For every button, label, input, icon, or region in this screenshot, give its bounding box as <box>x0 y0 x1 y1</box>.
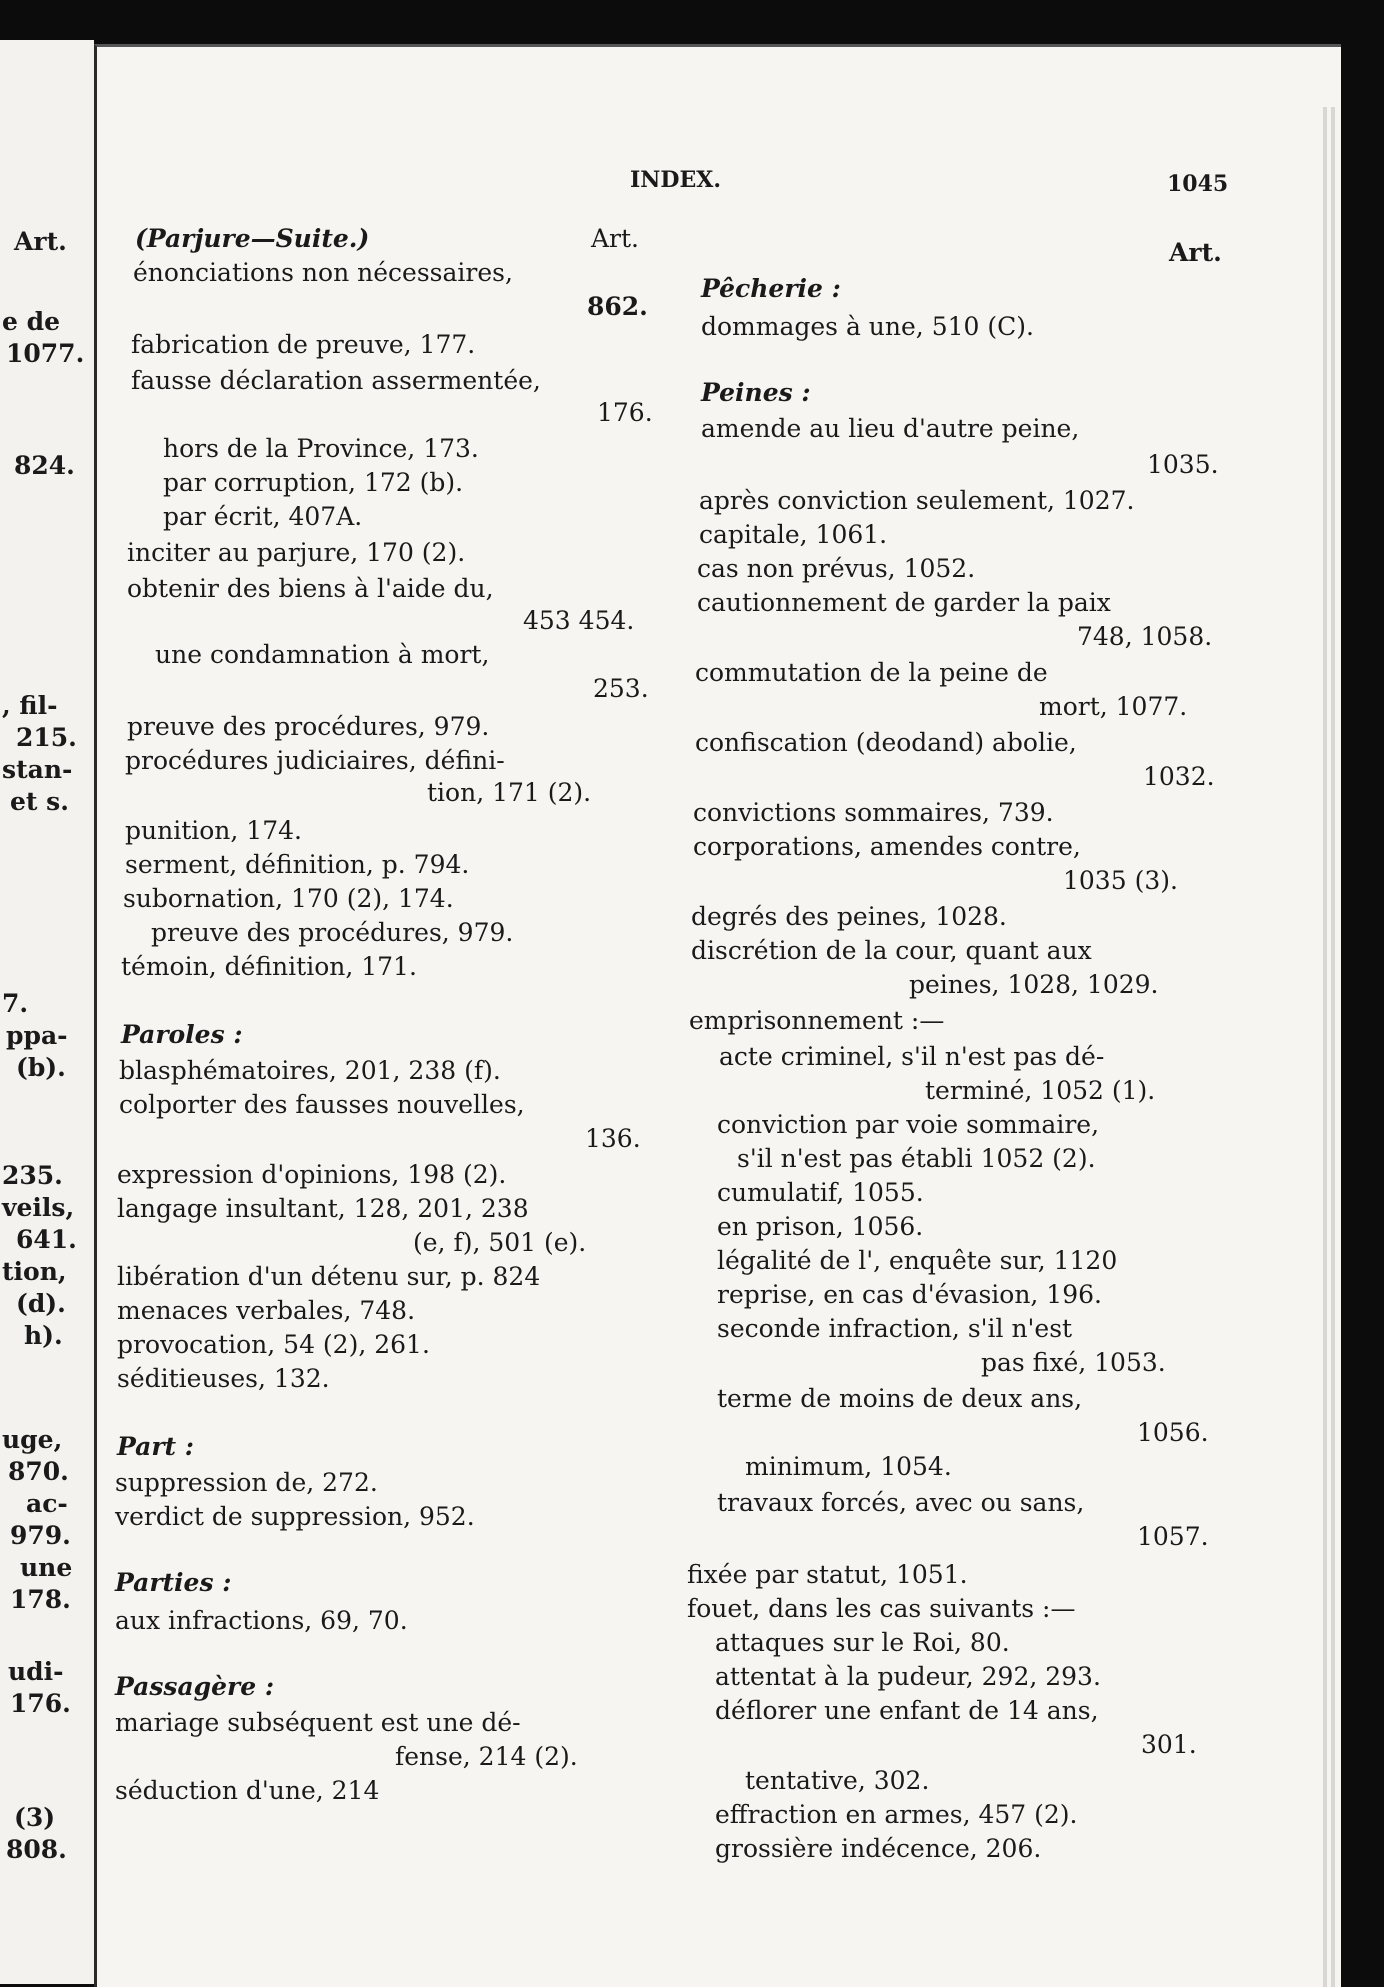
index-entry: verdict de suppression, 952. <box>115 1502 475 1531</box>
index-subentry: s'il n'est pas établi 1052 (2). <box>737 1144 1096 1173</box>
prev-text: (d). <box>16 1289 66 1318</box>
index-entry: fixée par statut, 1051. <box>687 1560 968 1589</box>
prev-text: veils, <box>2 1193 75 1222</box>
index-entry: confiscation (deodand) abolie, <box>695 728 1077 757</box>
index-entry: mort, 1077. <box>1039 692 1188 721</box>
prev-text: une <box>20 1553 73 1582</box>
index-entry: provocation, 54 (2), 261. <box>117 1330 430 1359</box>
index-entry: capitale, 1061. <box>699 520 888 549</box>
prev-text: stan- <box>2 755 73 784</box>
section-heading: Part : <box>117 1432 194 1461</box>
index-subentry: 253. <box>593 674 649 703</box>
prev-text: ac- <box>26 1489 68 1518</box>
index-entry: punition, 174. <box>125 816 302 845</box>
index-subentry: attaques sur le Roi, 80. <box>715 1628 1010 1657</box>
index-subentry: par écrit, 407A. <box>163 502 363 531</box>
prev-text: 870. <box>8 1457 69 1486</box>
index-entry: mariage subséquent est une dé- <box>115 1708 521 1737</box>
prev-text: 235. <box>2 1161 63 1190</box>
index-entry: procédures judiciaires, défini- <box>125 746 505 775</box>
index-subentry: légalité de l', enquête sur, 1120 <box>717 1246 1118 1275</box>
section-heading: Passagère : <box>115 1672 275 1701</box>
index-subentry: 1057. <box>1137 1522 1209 1551</box>
index-entry: emprisonnement :— <box>689 1006 945 1035</box>
index-entry: subornation, 170 (2), 174. <box>123 884 454 913</box>
index-subentry: terminé, 1052 (1). <box>925 1076 1156 1105</box>
index-entry: amende au lieu d'autre peine, <box>701 414 1080 443</box>
index-subentry: reprise, en cas d'évasion, 196. <box>717 1280 1102 1309</box>
index-entry: (e, f), 501 (e). <box>413 1228 587 1257</box>
section-heading: Peines : <box>701 378 811 407</box>
prev-text: , fil- <box>2 691 58 720</box>
prev-text: ppa- <box>6 1021 68 1050</box>
index-entry: témoin, définition, 171. <box>121 952 417 981</box>
index-entry: obtenir des biens à l'aide du, <box>127 574 494 603</box>
index-entry: peines, 1028, 1029. <box>909 970 1159 999</box>
index-entry: dommages à une, 510 (C). <box>701 312 1034 341</box>
page-number: 1045 <box>1167 171 1229 197</box>
index-entry: corporations, amendes contre, <box>693 832 1081 861</box>
index-subentry: attentat à la pudeur, 292, 293. <box>715 1662 1101 1691</box>
index-entry: cautionnement de garder la paix <box>697 588 1111 617</box>
prev-text: 215. <box>16 723 77 752</box>
index-subentry: par corruption, 172 (b). <box>163 468 464 497</box>
index-subentry: une condamnation à mort, <box>155 640 490 669</box>
index-subentry: 301. <box>1141 1730 1197 1759</box>
index-entry: libération d'un détenu sur, p. 824 <box>117 1262 541 1291</box>
page-edge <box>1323 107 1327 1987</box>
prev-text: udi- <box>8 1657 64 1686</box>
index-subentry: minimum, 1054. <box>745 1452 952 1481</box>
index-entry: convictions sommaires, 739. <box>693 798 1054 827</box>
section-heading: Paroles : <box>121 1020 243 1049</box>
section-heading: Pêcherie : <box>701 274 841 303</box>
previous-page-fragment <box>0 40 94 1984</box>
index-entry: serment, définition, p. 794. <box>125 850 470 879</box>
prev-text: (b). <box>16 1053 66 1082</box>
index-entry: blasphématoires, 201, 238 (f). <box>119 1056 501 1085</box>
index-entry: langage insultant, 128, 201, 238 <box>117 1194 529 1223</box>
art-header: Art. <box>1169 238 1222 267</box>
section-heading: Parties : <box>115 1568 232 1597</box>
index-entry: 1032. <box>1143 762 1215 791</box>
index-entry: suppression de, 272. <box>115 1468 378 1497</box>
index-entry: énonciations non nécessaires, <box>133 258 513 287</box>
running-header: INDEX. <box>630 167 721 193</box>
index-subentry: tentative, 302. <box>745 1766 930 1795</box>
prev-text: 176. <box>10 1689 71 1718</box>
index-entry: 862. <box>587 292 648 321</box>
prev-text: 808. <box>6 1835 67 1864</box>
index-subentry: conviction par voie sommaire, <box>717 1110 1100 1139</box>
index-subentry: déflorer une enfant de 14 ans, <box>715 1696 1099 1725</box>
index-entry: colporter des fausses nouvelles, <box>119 1090 525 1119</box>
index-subentry: cumulatif, 1055. <box>717 1178 924 1207</box>
index-subentry: hors de la Province, 173. <box>163 434 479 463</box>
index-entry: tion, 171 (2). <box>427 778 592 807</box>
index-entry: discrétion de la cour, quant aux <box>691 936 1092 965</box>
index-entry: fabrication de preuve, 177. <box>131 330 476 359</box>
prev-text: 178. <box>10 1585 71 1614</box>
index-entry: inciter au parjure, 170 (2). <box>127 538 466 567</box>
prev-text: h). <box>24 1321 63 1350</box>
index-entry: menaces verbales, 748. <box>117 1296 416 1325</box>
index-subentry: en prison, 1056. <box>717 1212 924 1241</box>
index-subentry: 1056. <box>1137 1418 1209 1447</box>
index-entry: fouet, dans les cas suivants :— <box>687 1594 1076 1623</box>
index-entry: preuve des procédures, 979. <box>127 712 490 741</box>
index-subentry: travaux forcés, avec ou sans, <box>717 1488 1085 1517</box>
index-entry: 136. <box>585 1124 641 1153</box>
index-entry: 748, 1058. <box>1077 622 1213 651</box>
prev-text: Art. <box>14 227 67 256</box>
index-subentry: terme de moins de deux ans, <box>717 1384 1083 1413</box>
index-subentry: grossière indécence, 206. <box>715 1834 1042 1863</box>
prev-text: 979. <box>10 1521 71 1550</box>
index-entry: séditieuses, 132. <box>117 1364 330 1393</box>
index-entry: 453 454. <box>523 606 635 635</box>
index-page <box>94 44 1341 1987</box>
index-entry: aux infractions, 69, 70. <box>115 1606 408 1635</box>
index-subentry: preuve des procédures, 979. <box>151 918 514 947</box>
prev-text: (3) <box>14 1803 56 1832</box>
page-edge <box>1331 107 1335 1987</box>
index-entry: 1035. <box>1147 450 1219 479</box>
index-entry: commutation de la peine de <box>695 658 1048 687</box>
index-entry: expression d'opinions, 198 (2). <box>117 1160 507 1189</box>
prev-text: 824. <box>14 451 75 480</box>
index-subentry: acte criminel, s'il n'est pas dé- <box>719 1042 1105 1071</box>
index-entry: 176. <box>597 398 653 427</box>
index-subentry: effraction en armes, 457 (2). <box>715 1800 1078 1829</box>
prev-text: 641. <box>16 1225 77 1254</box>
index-subentry: seconde infraction, s'il n'est <box>717 1314 1073 1343</box>
index-entry: 1035 (3). <box>1063 866 1178 895</box>
section-heading: (Parjure—Suite.) <box>135 224 370 253</box>
prev-text: 1077. <box>6 339 85 368</box>
prev-text: tion, <box>2 1257 67 1286</box>
prev-text: uge, <box>2 1425 63 1454</box>
prev-text: et s. <box>10 787 69 816</box>
index-subentry: pas fixé, 1053. <box>981 1348 1166 1377</box>
art-header: Art. <box>591 224 639 253</box>
index-entry: degrés des peines, 1028. <box>691 902 1007 931</box>
index-entry: fausse déclaration assermentée, <box>131 366 541 395</box>
prev-text: e de <box>2 307 60 336</box>
index-entry: après conviction seulement, 1027. <box>699 486 1135 515</box>
index-entry: séduction d'une, 214 <box>115 1776 380 1805</box>
index-entry: fense, 214 (2). <box>395 1742 578 1771</box>
index-entry: cas non prévus, 1052. <box>697 554 976 583</box>
prev-text: 7. <box>2 989 29 1018</box>
